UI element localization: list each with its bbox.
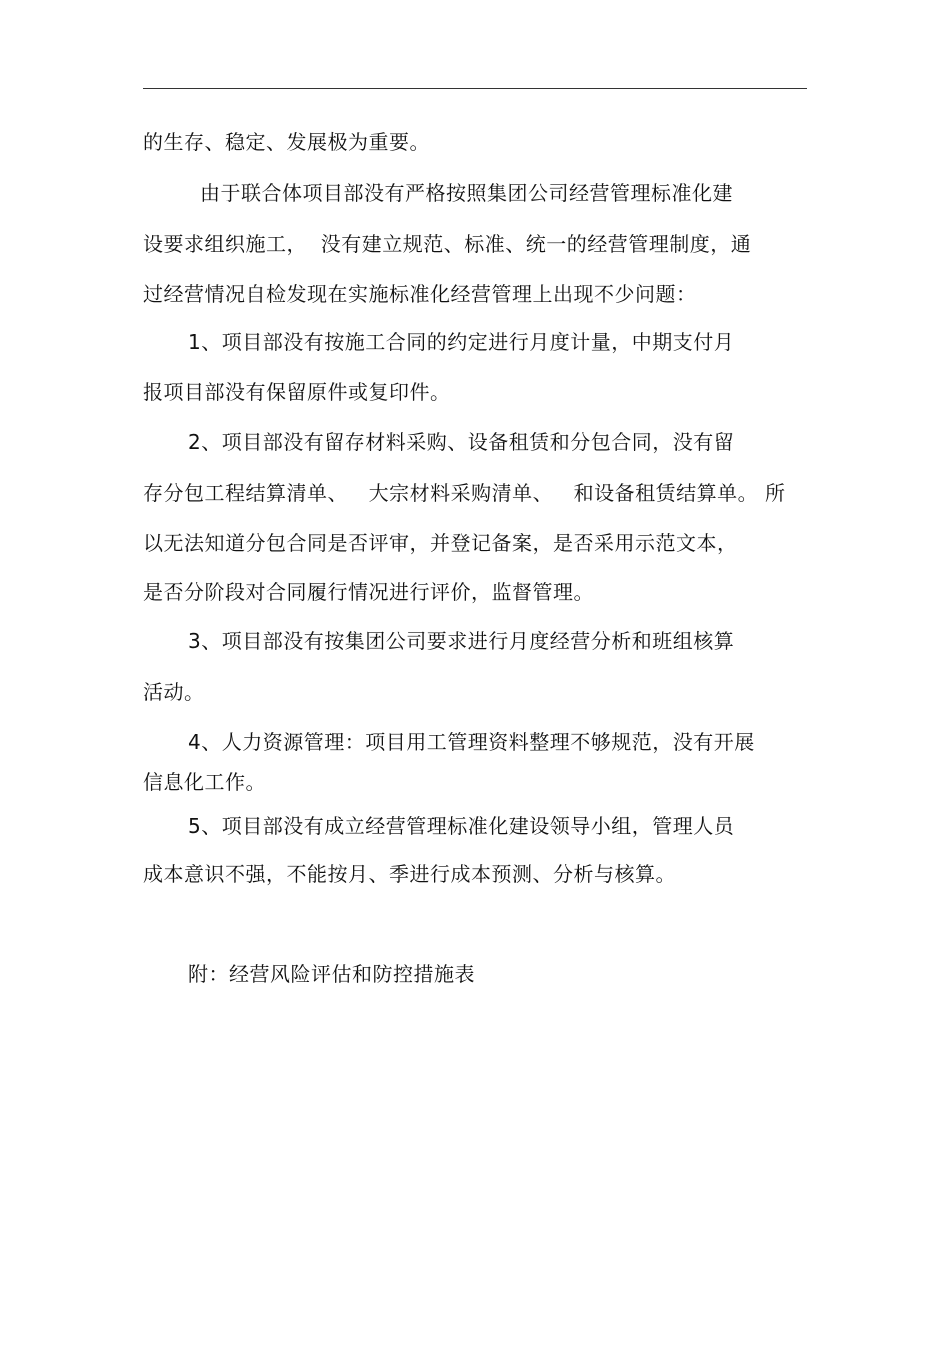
item-1-line-1: 1、项目部没有按施工合同的约定进行月度计量，中期支付月 — [188, 330, 735, 354]
text-line-4: 过经营情况自检发现在实施标准化经营管理上出现不少问题： — [143, 282, 697, 306]
item-2-line-3: 以无法知道分包合同是否评审，并登记备案，是否采用示范文本， — [143, 531, 738, 555]
item-1-line-2: 报项目部没有保留原件或复印件。 — [143, 380, 451, 404]
header-rule — [143, 88, 807, 89]
item-2-line-2: 存分包工程结算清单、 大宗材料采购清单、 和设备租赁结算单。 所 — [143, 481, 786, 505]
item-4-line-1: 4、人力资源管理：项目用工管理资料整理不够规范，没有开展 — [188, 730, 755, 754]
text-line-2: 由于联合体项目部没有严格按照集团公司经营管理标准化建 — [200, 181, 733, 205]
item-5-line-2: 成本意识不强，不能按月、季进行成本预测、分析与核算。 — [143, 862, 676, 886]
text-line-3: 设要求组织施工， 没有建立规范、标准、统一的经营管理制度，通 — [143, 232, 752, 256]
text-line-1: 的生存、稳定、发展极为重要。 — [143, 130, 430, 154]
item-2-line-1: 2、项目部没有留存材料采购、设备租赁和分包合同，没有留 — [188, 430, 735, 454]
attachment-note: 附：经营风险评估和防控措施表 — [188, 962, 475, 986]
item-2-line-4: 是否分阶段对合同履行情况进行评价，监督管理。 — [143, 580, 594, 604]
item-4-line-2: 信息化工作。 — [143, 770, 266, 794]
item-3-line-1: 3、项目部没有按集团公司要求进行月度经营分析和班组核算 — [188, 629, 735, 653]
item-5-line-1: 5、项目部没有成立经营管理标准化建设领导小组，管理人员 — [188, 814, 735, 838]
item-3-line-2: 活动。 — [143, 680, 205, 704]
